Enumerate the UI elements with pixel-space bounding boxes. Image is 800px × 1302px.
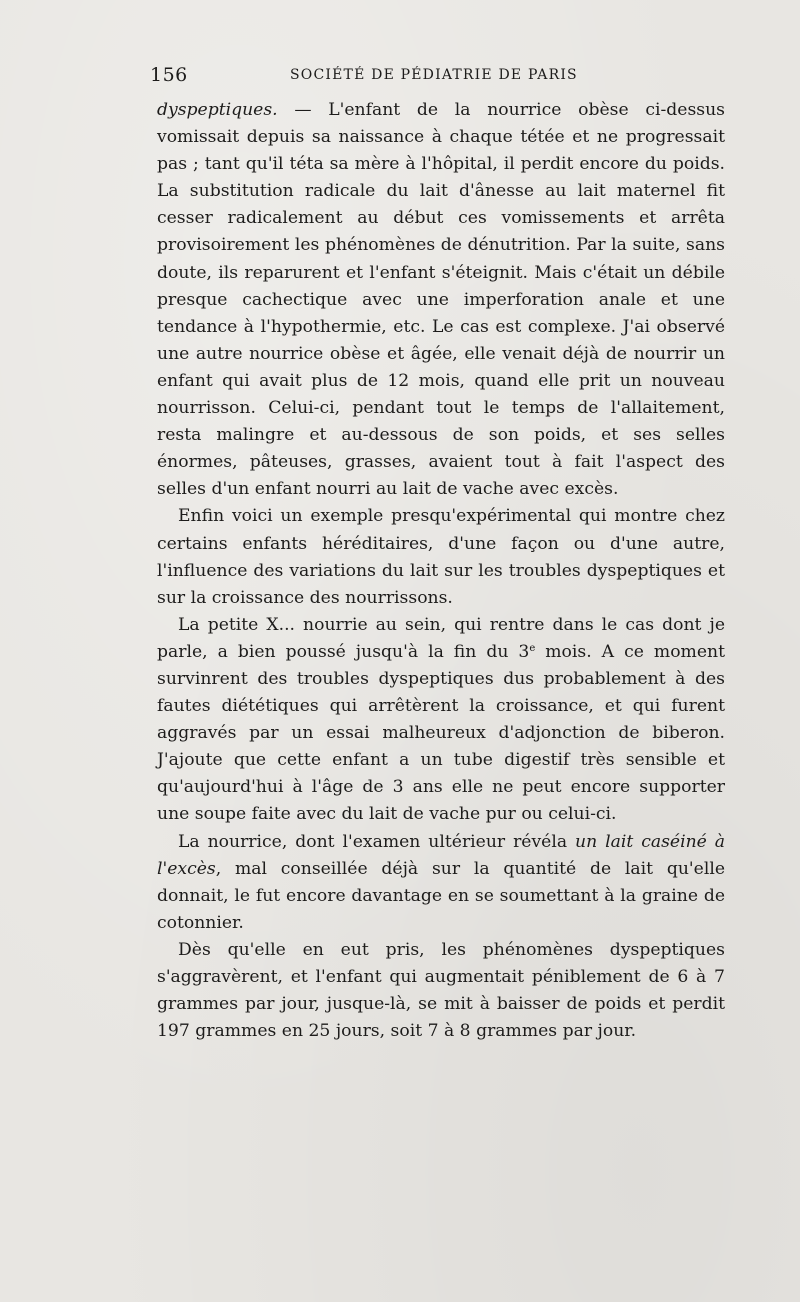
italic-start: dyspeptiques. [157,100,278,120]
page-header [150,64,725,88]
body-text [157,97,725,1045]
paragraph-3 [157,612,725,829]
paragraph-5: Dès qu'elle en eut pris, les phénomènes dyspeptiques s'aggravèrent, et l'enfant qui augmentait péniblement de 6 à 7 grammes par jour, jusque-là, se mit à baisser de poids et perdit 197 grammes en 25 jours, soit 7 à 8 grammes par jour. [157,939,725,1042]
paragraph-2: Enfin voici un exemple presqu'expérimental qui montre chez certains enfants héréditaires, d'une façon ou d'une autre, l'influence des variations du lait sur les troubles dyspeptiques et sur la croissance des nourrissons. [157,506,725,608]
paragraph-4 [157,829,725,937]
paragraph-4-after: , mal conseillée déjà sur la quantité de lait qu'elle donnait, le fut encore davantage en se soumettant à la graine de cotonnier. [157,858,725,933]
page-number: 156 [150,64,188,86]
superscript-e: e [529,642,536,654]
paragraph-1-text: — L'enfant de la nourrice obèse ci-dessus vomissait depuis sa naissance à chaque tétée et ne progressait pas ; tant qu'il téta sa mère à l'hôpital, il perdit encore du poids. La substitution radicale du lait d'ânesse au lait maternel fit cesser radicalement au début ces vomissements et arrêta provisoirement les phénomènes de dénutrition. Par la suite, sans doute, ils reparurent et l'enfant s'éteignit. Mais c'était un débile presque cachectique avec une imperforation anale et une tendance à l'hypothermie, etc. Le cas est complexe. J'ai observé une autre nourrice obèse et âgée, elle venait déjà de nourrir un enfant qui avait plus de 12 mois, quand elle prit un nouveau nourrisson. Celui-ci, pendant tout le temps de l'allaitement, resta malingre et au-dessous de son poids, et ses selles énormes, pâteuses, grasses, avaient tout à fait l'aspect des selles d'un enfant nourri au lait de vache avec excès. [157,100,725,500]
paragraph-4-italic: un lait caséiné à l'excès [157,831,725,879]
paragraph-3-before: La petite X... nourrie au sein, qui rentre dans le cas dont je parle, a bien poussé jusqu'à la fin du 3 [157,614,725,662]
paragraph-3-after: mois. A ce moment survinrent des troubles dyspeptiques dus probablement à des fautes diététiques qui arrêtèrent la croissance, et qui furent aggravés par un essai malheureux d'adjonction de biberon. J'ajoute que cette enfant a un tube digestif très sensible et qu'aujourd'hui à l'âge de 3 ans elle ne peut encore supporter une soupe faite avec du lait de vache pur ou celui-ci. [157,641,725,825]
running-title: SOCIÉTÉ DE PÉDIATRIE DE PARIS [290,67,578,83]
paragraph-4-before: La nourrice, dont l'examen ultérieur révéla [178,831,576,852]
paragraph-1 [157,97,725,503]
